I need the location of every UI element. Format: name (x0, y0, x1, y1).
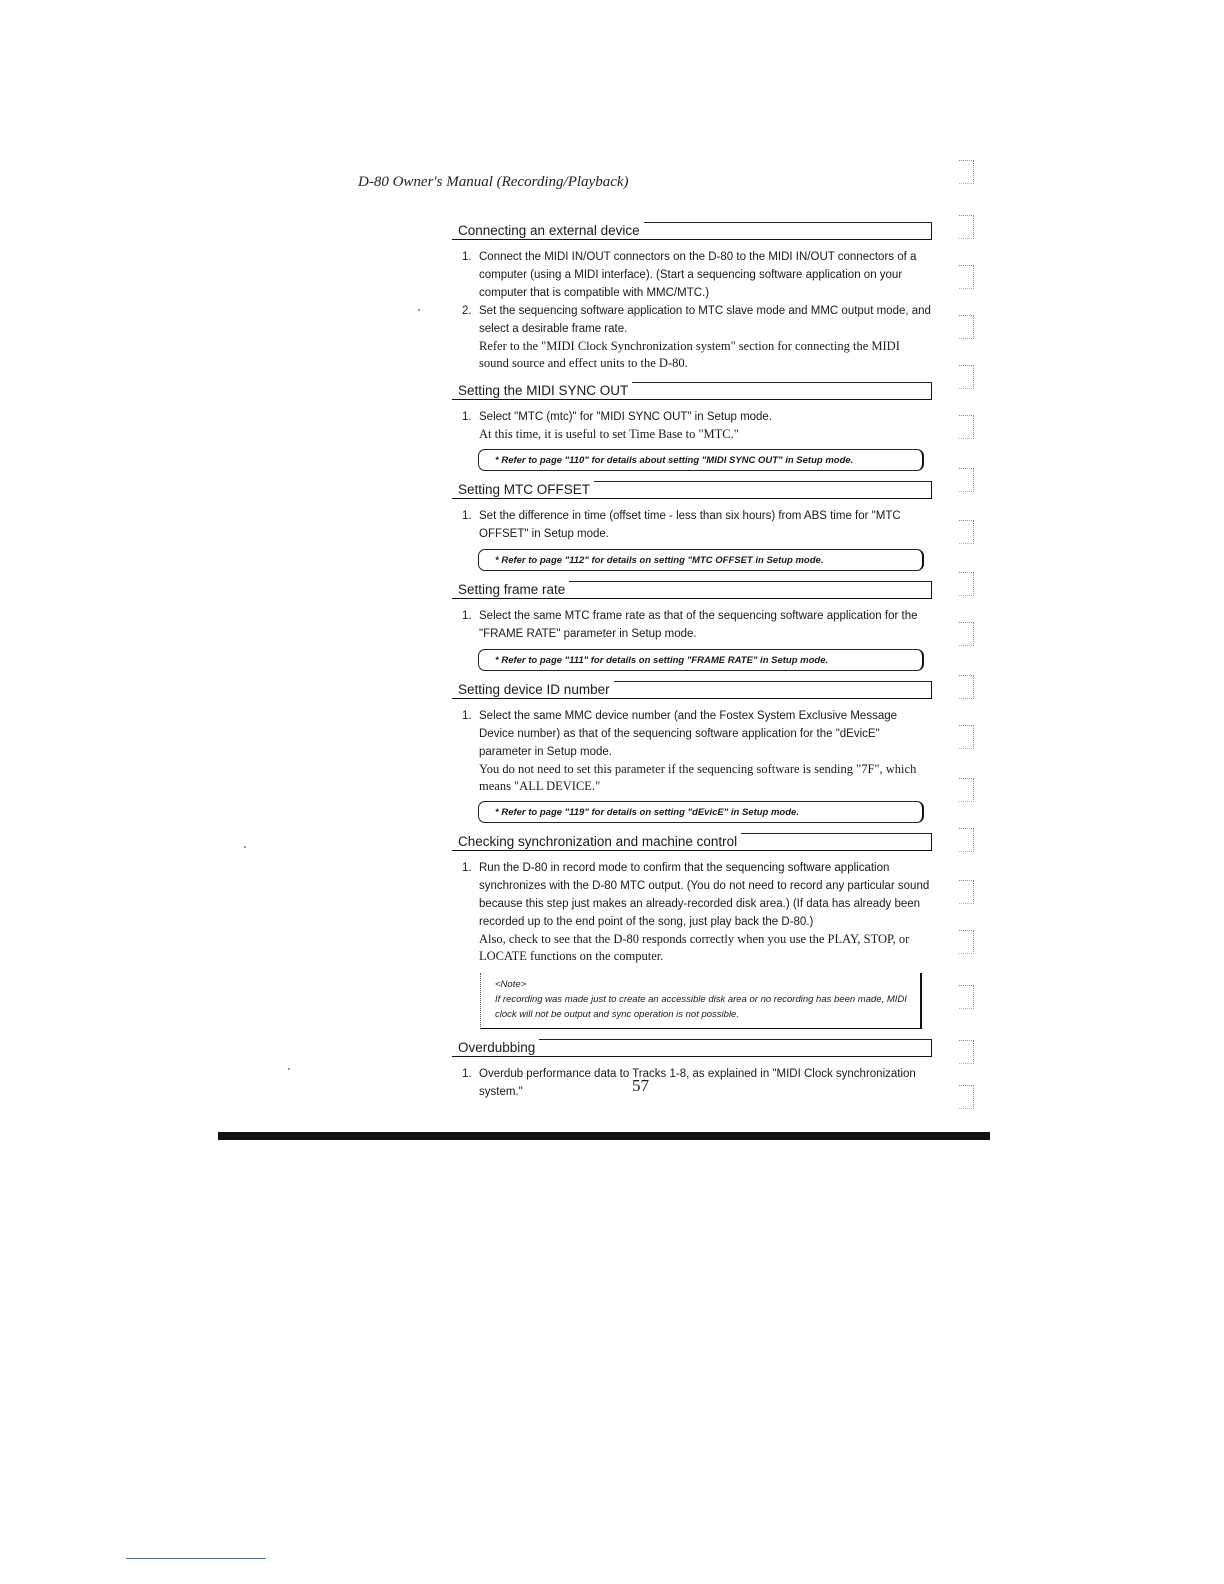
page-number: 57 (632, 1076, 649, 1095)
edge-mark (959, 828, 974, 852)
heading-rule (614, 681, 932, 699)
section-title: Setting MTC OFFSET (452, 481, 594, 499)
edge-mark (959, 572, 974, 596)
step-text: Select the same MTC frame rate as that of the sequencing software application for the "FRAME RATE" parameter in Setup mode. (479, 610, 918, 640)
section-title: Connecting an external device (452, 222, 644, 240)
bottom-link-rule (126, 1558, 266, 1559)
page-edge-marks (955, 160, 985, 1120)
section-title: Setting frame rate (452, 581, 569, 599)
section-heading (452, 577, 932, 599)
step-item (452, 607, 932, 643)
section-device-id (452, 677, 932, 823)
section-mtc-offset (452, 477, 932, 571)
section-heading (452, 1035, 932, 1057)
step-number: 1. (462, 251, 472, 263)
step-number: 1. (462, 411, 472, 423)
running-header: D-80 Owner's Manual (Recording/Playback) (358, 174, 629, 190)
edge-mark (959, 985, 974, 1009)
section-heading (452, 677, 932, 699)
edge-mark (959, 880, 974, 904)
heading-rule (539, 1039, 932, 1057)
edge-mark (959, 1085, 974, 1109)
step-number: 1. (462, 710, 472, 722)
edge-mark (959, 160, 974, 184)
step-item (452, 1065, 932, 1101)
step-text: Set the difference in time (offset time - less than six hours) from ABS time for "MTC OFFSET" in Setup mode. (479, 510, 901, 540)
note-box (480, 973, 922, 1029)
page-reference-box: * Refer to page "111" for details on setting "FRAME RATE" in Setup mode. (478, 649, 924, 671)
edge-mark (959, 930, 974, 954)
step-item (452, 507, 932, 543)
step-item (452, 408, 932, 443)
page-reference-box: * Refer to page "119" for details on setting "dEvicE" in Setup mode. (478, 801, 924, 823)
step-note: Refer to the "MIDI Clock Synchronization system" section for connecting the MIDI sound source and effect units to the D-80. (479, 339, 900, 370)
section-frame-rate (452, 577, 932, 671)
section-title: Overdubbing (452, 1039, 539, 1057)
stray-dot (288, 1068, 290, 1070)
step-note: At this time, it is useful to set Time Base to "MTC." (479, 427, 739, 441)
step-item (452, 302, 932, 372)
section-connecting-external-device (452, 218, 932, 372)
step-item (452, 248, 932, 302)
step-item (452, 859, 932, 965)
manual-content (452, 212, 932, 1101)
edge-mark (959, 365, 974, 389)
step-number: 1. (462, 862, 472, 874)
stray-dot (418, 309, 420, 311)
edge-mark (959, 1040, 974, 1064)
heading-rule (644, 222, 932, 240)
step-number: 1. (462, 610, 472, 622)
step-text: Select "MTC (mtc)" for "MIDI SYNC OUT" in Setup mode. (479, 411, 773, 423)
page-reference-box: * Refer to page "112" for details on setting "MTC OFFSET in Setup mode. (478, 549, 924, 571)
edge-mark (959, 468, 974, 492)
note-label: <Note> (495, 979, 527, 990)
step-number: 1. (462, 510, 472, 522)
step-number: 1. (462, 1068, 472, 1080)
step-note: You do not need to set this parameter if the sequencing software is sending "7F", which means "ALL DEVICE." (479, 762, 917, 793)
step-text: Run the D-80 in record mode to confirm that the sequencing software application synchronizes with the D-80 MTC output. (You do not need to record any particular sound because this step just makes an already-recorded disk area.) (If data has already been recorded up to the end point of the song, just play back the D-80.) (479, 862, 930, 928)
section-midi-sync-out (452, 378, 932, 471)
step-text: Overdub performance data to Tracks 1-8, as explained in "MIDI Clock synchronization system." (479, 1068, 916, 1098)
page-reference-box: * Refer to page "110" for details about setting "MIDI SYNC OUT" in Setup mode. (478, 449, 924, 471)
heading-rule (569, 581, 932, 599)
section-title: Setting device ID number (452, 681, 614, 699)
edge-mark (959, 315, 974, 339)
heading-rule (741, 833, 932, 851)
edge-mark (959, 520, 974, 544)
section-overdubbing (452, 1035, 932, 1101)
edge-mark (959, 675, 974, 699)
edge-mark (959, 215, 974, 239)
heading-rule (594, 481, 932, 499)
stray-dot (244, 846, 246, 848)
section-title: Checking synchronization and machine control (452, 833, 741, 851)
step-text: Select the same MMC device number (and the Fostex System Exclusive Message Device number) as that of the sequencing software application for the "dEvicE" parameter in Setup mode. (479, 710, 898, 758)
section-heading (452, 829, 932, 851)
section-title: Setting the MIDI SYNC OUT (452, 382, 632, 400)
step-text: Set the sequencing software application to MTC slave mode and MMC output mode, and select a desirable frame rate. (479, 305, 931, 335)
section-heading (452, 378, 932, 400)
section-checking-sync (452, 829, 932, 1029)
edge-mark (959, 725, 974, 749)
edge-mark (959, 415, 974, 439)
section-heading (452, 218, 932, 240)
step-note: Also, check to see that the D-80 responds correctly when you use the PLAY, STOP, or LOCATE functions on the computer. (479, 932, 910, 963)
step-number: 2. (462, 305, 472, 317)
step-item (452, 707, 932, 795)
edge-mark (959, 622, 974, 646)
footer-bar (218, 1132, 990, 1140)
edge-mark (959, 778, 974, 802)
section-heading (452, 477, 932, 499)
edge-mark (959, 265, 974, 289)
note-text: If recording was made just to create an accessible disk area or no recording has been made, MIDI clock will not be output and sync operation is not possible. (495, 994, 907, 1020)
step-text: Connect the MIDI IN/OUT connectors on the D-80 to the MIDI IN/OUT connectors of a computer (using a MIDI interface). (Start a sequencing software application on your computer that is compatible with MMC/MTC.) (479, 251, 917, 299)
heading-rule (632, 382, 932, 400)
